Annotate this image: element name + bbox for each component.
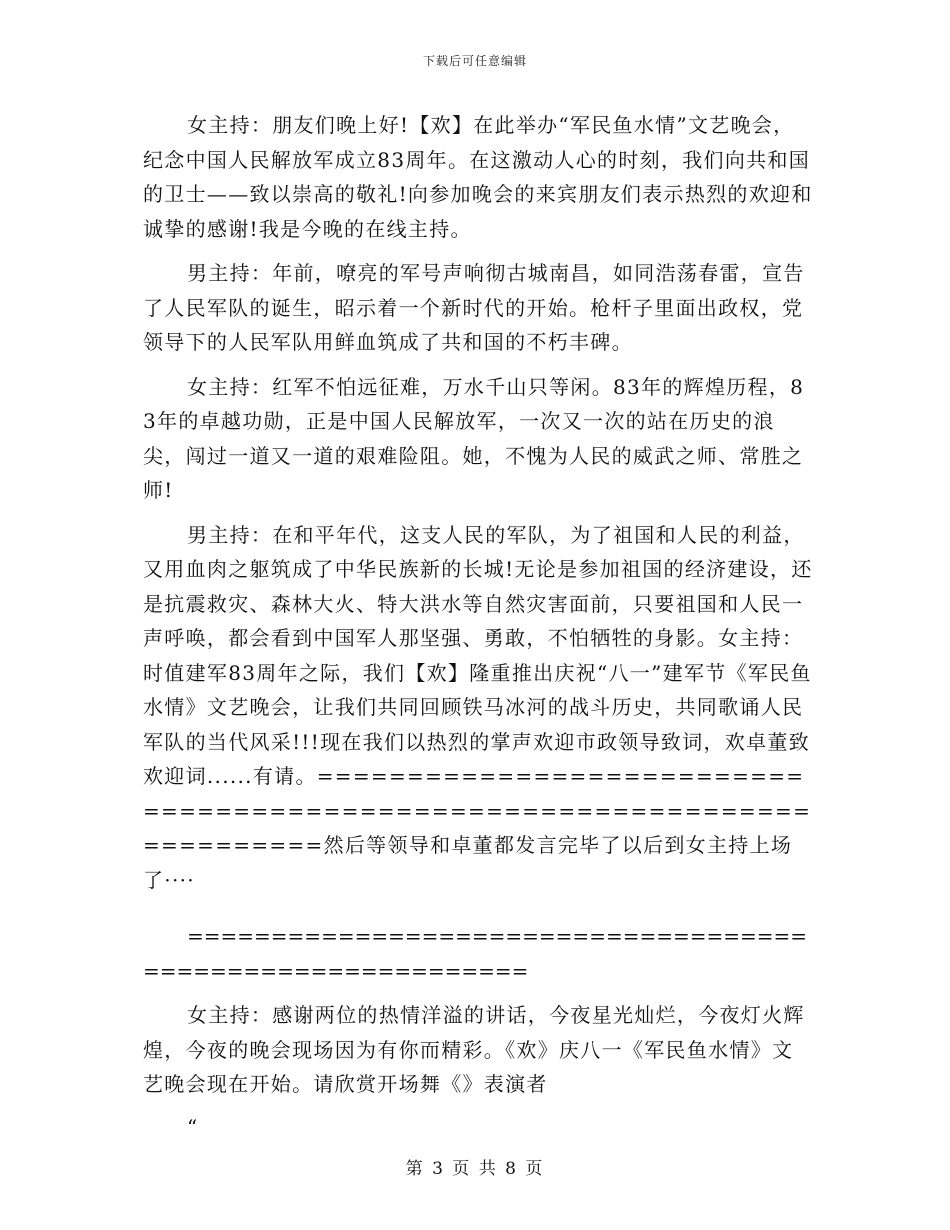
- paragraph-1: 女主持：朋友们晚上好!【欢】在此举办“军民鱼水情”文艺晚会，纪念中国人民解放军成立83周年。在这激动人心的时刻，我们向共和国的卫士——致以崇高的敬礼!向参加晚会的来宾朋友们表示热烈的欢迎和诚挚的感谢!我是今晚的在线主持。: [143, 113, 813, 241]
- trailing-quote: “: [187, 1114, 198, 1139]
- document-body: [143, 108, 813, 1142]
- paragraph-3: 女主持：红军不怕远征难，万水千山只等闲。83年的辉煌历程，83年的卓越功勋，正是中国人民解放军，一次又一次的站在历史的浪尖，闯过一道又一道的艰难险阻。她，不愧为人民的威武之师、常胜之师!: [143, 374, 805, 502]
- page-footer: 第 3 页 共 8 页: [405, 1159, 545, 1179]
- paragraph-2: 男主持：年前，嘹亮的军号声响彻古城南昌，如同浩荡春雷，宣告了人民军队的诞生，昭示着一个新时代的开始。枪杆子里面出政权，党领导下的人民军队用鲜血筑成了共和国的不朽丰碑。: [143, 261, 805, 354]
- paragraph-5: 女主持：感谢两位的热情洋溢的讲话，今夜星光灿烂，今夜灯火辉煌，今夜的晚会现场因为有你而精彩。《欢》庆八一《军民鱼水情》文艺晚会现在开始。请欣赏开场舞《》表演者: [143, 1003, 805, 1096]
- page-header: 下载后可任意编辑: [422, 54, 527, 68]
- separator-line: ============================================================: [143, 924, 808, 983]
- paragraph-4: 男主持：在和平年代，这支人民的军队，为了祖国和人民的利益，又用血肉之躯筑成了中华民族新的长城!无论是参加祖国的经济建设，还是抗震救灾、森林大火、特大洪水等自然灾害面前，只要祖国和人民一声呼唤，都会看到中国军人那坚强、勇敢，不怕牺牲的身影。女主持：时值建军83周年之际，我们【欢】隆重推出庆祝“八一”建军节《军民鱼水情》文艺晚会，让我们共同回顾铁马冰河的战斗历史，共同歌诵人民军队的当代风采!!!现在我们以热烈的掌声欢迎市政领导致词，欢卓董致欢迎词......有请。==========================================================================然后等领导和卓董都发言完毕了以后到女主持上场了····: [143, 522, 813, 892]
